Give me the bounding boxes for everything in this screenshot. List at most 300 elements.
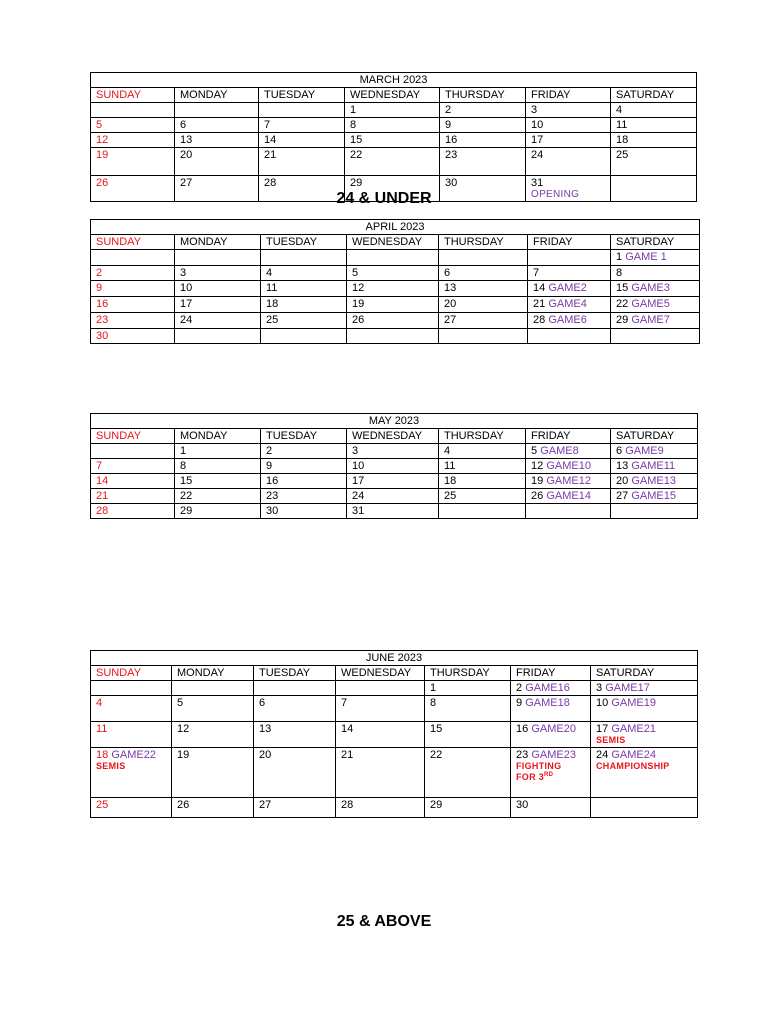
week-row [91, 696, 698, 722]
day-cell [254, 681, 336, 696]
day-cell [175, 281, 261, 297]
week-row [91, 474, 698, 489]
week-row [91, 681, 698, 696]
day-cell [347, 489, 439, 504]
day-number: 16 [516, 723, 529, 735]
day-cell [526, 133, 611, 148]
day-number: 20 [259, 749, 272, 761]
day-number: 2 [516, 682, 523, 694]
day-cell [175, 103, 259, 118]
weekday-monday: MONDAY [172, 666, 254, 681]
day-number: 9 [516, 697, 523, 709]
day-number: 18 [96, 749, 109, 761]
day-number: 19 [177, 749, 190, 761]
day-number: 12 [96, 134, 109, 146]
day-cell [175, 474, 261, 489]
weekday-wednesday: WEDNESDAY [347, 429, 439, 444]
day-number: 26 [177, 799, 190, 811]
day-number: 27 [180, 177, 193, 189]
weekday-friday: FRIDAY [511, 666, 591, 681]
day-number: 18 [266, 298, 279, 310]
day-number: 22 [180, 490, 193, 502]
month-title: APRIL 2023 [91, 220, 700, 235]
week-row [91, 444, 698, 459]
day-number: 9 [445, 119, 452, 131]
day-cell [91, 133, 175, 148]
game-label: GAME20 [531, 723, 576, 735]
day-cell [91, 281, 175, 297]
day-cell [440, 133, 526, 148]
week-row [91, 250, 700, 266]
calendar-june [90, 650, 698, 818]
day-number: 31 [531, 177, 544, 189]
game-label: GAME9 [625, 445, 664, 457]
day-cell [511, 681, 591, 696]
day-cell [261, 474, 347, 489]
day-number: 24 [180, 314, 193, 326]
day-cell [261, 313, 347, 329]
day-number: 23 [266, 490, 279, 502]
day-number: 29 [430, 799, 443, 811]
day-number: 28 [533, 314, 546, 326]
day-cell [175, 297, 261, 313]
day-number: 6 [444, 267, 451, 279]
weekday-monday: MONDAY [175, 235, 261, 250]
day-cell [172, 798, 254, 818]
game-label: GAME4 [548, 298, 587, 310]
day-cell [528, 329, 611, 344]
game-label: GAME18 [525, 697, 570, 709]
game-label: GAME3 [631, 282, 670, 294]
day-number: 1 [350, 104, 357, 116]
day-number: 16 [445, 134, 458, 146]
day-number: 25 [96, 799, 109, 811]
day-number: 29 [350, 177, 363, 189]
game-label: GAME16 [525, 682, 570, 694]
day-cell [91, 297, 175, 313]
day-cell [91, 103, 175, 118]
week-row [91, 504, 698, 519]
day-cell [261, 504, 347, 519]
day-cell [526, 148, 611, 176]
day-number: 13 [444, 282, 457, 294]
day-number: 25 [266, 314, 279, 326]
day-cell [591, 696, 698, 722]
day-number: 5 [531, 445, 538, 457]
day-cell [175, 118, 259, 133]
game-label: GAME 1 [625, 251, 667, 263]
day-number: 10 [596, 697, 609, 709]
day-cell [425, 748, 511, 798]
day-number: 29 [616, 314, 629, 326]
day-cell [528, 297, 611, 313]
day-number: 24 [596, 749, 609, 761]
day-number: 10 [352, 460, 365, 472]
day-number: 6 [259, 697, 266, 709]
day-number: 24 [352, 490, 365, 502]
weekday-wednesday: WEDNESDAY [336, 666, 425, 681]
day-cell [91, 176, 175, 202]
weekday-header-row [91, 429, 698, 444]
day-cell [91, 148, 175, 176]
day-number: 10 [531, 119, 544, 131]
day-cell [611, 103, 697, 118]
day-cell [347, 266, 439, 281]
weekday-friday: FRIDAY [526, 429, 611, 444]
weekday-saturday: SATURDAY [611, 429, 698, 444]
day-cell [261, 444, 347, 459]
day-number: 16 [266, 475, 279, 487]
day-cell [425, 722, 511, 748]
day-cell [91, 266, 175, 281]
weekday-thursday: THURSDAY [439, 235, 528, 250]
weekday-friday: FRIDAY [526, 88, 611, 103]
day-cell [172, 681, 254, 696]
day-number: 11 [266, 282, 278, 294]
day-number: 25 [444, 490, 457, 502]
day-number: 27 [259, 799, 272, 811]
week-row [91, 748, 698, 798]
day-cell [591, 681, 698, 696]
day-cell [611, 313, 700, 329]
week-row [91, 103, 697, 118]
day-cell [175, 133, 259, 148]
day-number: 12 [352, 282, 365, 294]
day-cell [611, 176, 697, 202]
day-number: 22 [616, 298, 629, 310]
day-number: 3 [180, 267, 187, 279]
game-label: GAME2 [548, 282, 587, 294]
day-number: 7 [341, 697, 348, 709]
calendar-march [90, 72, 697, 202]
day-number: 6 [616, 445, 623, 457]
game-label: GAME11 [631, 460, 676, 472]
weekday-thursday: THURSDAY [439, 429, 526, 444]
day-cell [175, 444, 261, 459]
day-number: 23 [445, 149, 458, 161]
ordinal-suffix: RD [544, 772, 554, 778]
game-label: GAME21 [611, 723, 656, 735]
day-number: 13 [616, 460, 629, 472]
day-number: 14 [341, 723, 354, 735]
day-cell [172, 696, 254, 722]
day-cell [91, 118, 175, 133]
week-row [91, 722, 698, 748]
day-cell [261, 459, 347, 474]
day-cell [345, 176, 440, 202]
day-cell [439, 313, 528, 329]
day-cell [91, 722, 172, 748]
weekday-saturday: SATURDAY [611, 88, 697, 103]
day-number: 19 [96, 149, 109, 161]
day-number: 28 [264, 177, 277, 189]
day-cell [611, 133, 697, 148]
day-number: 8 [350, 119, 357, 131]
weekday-thursday: THURSDAY [425, 666, 511, 681]
day-cell [611, 444, 698, 459]
calendar-april [90, 219, 700, 344]
day-cell [591, 722, 698, 748]
day-number: 13 [180, 134, 193, 146]
day-cell [347, 504, 439, 519]
month-title-row [91, 220, 700, 235]
day-number: 5 [352, 267, 359, 279]
day-cell [254, 798, 336, 818]
day-cell [439, 489, 526, 504]
game-label: GAME6 [548, 314, 587, 326]
day-cell [511, 722, 591, 748]
day-number: 21 [96, 490, 109, 502]
day-number: 4 [444, 445, 451, 457]
week-row [91, 118, 697, 133]
day-cell [259, 148, 345, 176]
day-cell [91, 444, 175, 459]
game-label: GAME19 [611, 697, 656, 709]
day-cell [347, 297, 439, 313]
day-cell [611, 489, 698, 504]
day-number: 12 [177, 723, 190, 735]
day-cell [261, 266, 347, 281]
day-cell [261, 489, 347, 504]
day-number: 2 [96, 267, 103, 279]
day-cell [439, 297, 528, 313]
day-cell [91, 798, 172, 818]
heading-24-and-under: 24 & UNDER [336, 190, 432, 207]
day-cell [261, 329, 347, 344]
day-cell [91, 329, 175, 344]
day-number: 19 [352, 298, 365, 310]
day-number: 30 [266, 505, 279, 517]
day-cell [528, 313, 611, 329]
day-cell [526, 459, 611, 474]
day-cell [336, 798, 425, 818]
day-number: 18 [616, 134, 629, 146]
day-number: 19 [531, 475, 544, 487]
weekday-saturday: SATURDAY [611, 235, 700, 250]
day-number: 14 [533, 282, 546, 294]
event-note [96, 761, 156, 772]
event-note [531, 189, 605, 200]
weekday-sunday: SUNDAY [91, 88, 175, 103]
day-cell [439, 504, 526, 519]
day-number: 25 [616, 149, 629, 161]
day-cell [259, 133, 345, 148]
day-number: 12 [531, 460, 544, 472]
day-cell [175, 176, 259, 202]
day-number: 18 [444, 475, 457, 487]
day-number: 8 [180, 460, 187, 472]
month-title: MAY 2023 [91, 414, 698, 429]
weekday-sunday: SUNDAY [91, 429, 175, 444]
day-cell [175, 329, 261, 344]
day-cell [175, 313, 261, 329]
week-row [91, 459, 698, 474]
game-label: GAME14 [546, 490, 591, 502]
day-number: 29 [180, 505, 193, 517]
day-cell [175, 504, 261, 519]
day-number: 26 [96, 177, 109, 189]
day-cell [336, 696, 425, 722]
day-cell [91, 250, 175, 266]
game-label: GAME10 [546, 460, 591, 472]
event-note [596, 761, 670, 772]
day-cell [611, 459, 698, 474]
day-number: 14 [264, 134, 277, 146]
day-number: 21 [341, 749, 354, 761]
week-row [91, 798, 698, 818]
month-title: MARCH 2023 [91, 73, 697, 88]
day-cell [347, 459, 439, 474]
weekday-tuesday: TUESDAY [261, 235, 347, 250]
day-number: 15 [430, 723, 443, 735]
day-number: 31 [352, 505, 365, 517]
day-number: 8 [430, 697, 437, 709]
event-note [516, 761, 576, 783]
day-cell [611, 148, 697, 176]
day-cell [526, 444, 611, 459]
calendar-may [90, 413, 698, 519]
day-number: 30 [96, 330, 109, 342]
day-cell [511, 798, 591, 818]
week-row [91, 266, 700, 281]
day-cell [425, 681, 511, 696]
weekday-wednesday: WEDNESDAY [345, 88, 440, 103]
game-label: GAME7 [631, 314, 670, 326]
day-cell [439, 329, 528, 344]
day-number: 4 [616, 104, 623, 116]
day-number: 17 [596, 723, 609, 735]
day-cell [91, 459, 175, 474]
day-cell [440, 148, 526, 176]
day-number: 9 [96, 282, 103, 294]
game-label: GAME24 [611, 749, 656, 761]
weekday-saturday: SATURDAY [591, 666, 698, 681]
game-label: GAME8 [540, 445, 579, 457]
day-number: 23 [516, 749, 529, 761]
day-number: 30 [516, 799, 529, 811]
day-cell [172, 748, 254, 798]
day-number: 1 [616, 251, 623, 263]
day-number: 9 [266, 460, 273, 472]
day-number: 28 [341, 799, 354, 811]
day-cell [526, 118, 611, 133]
month-title-row [91, 73, 697, 88]
day-number: 13 [259, 723, 272, 735]
day-number: 27 [444, 314, 457, 326]
day-number: 11 [616, 119, 628, 131]
day-number: 28 [96, 505, 109, 517]
day-number: 4 [96, 697, 103, 709]
day-cell [526, 474, 611, 489]
day-cell [254, 722, 336, 748]
week-row [91, 176, 697, 202]
day-cell [175, 148, 259, 176]
day-number: 1 [430, 682, 437, 694]
weekday-thursday: THURSDAY [440, 88, 526, 103]
day-cell [528, 266, 611, 281]
day-number: 21 [264, 149, 277, 161]
day-cell [526, 489, 611, 504]
day-number: 14 [96, 475, 109, 487]
week-row [91, 329, 700, 344]
day-cell [511, 748, 591, 798]
day-number: 15 [350, 134, 363, 146]
day-cell [611, 504, 698, 519]
day-number: 27 [616, 490, 629, 502]
day-cell [175, 489, 261, 504]
day-number: 24 [531, 149, 544, 161]
day-number: 11 [96, 723, 108, 735]
weekday-header-row [91, 666, 698, 681]
day-cell [336, 748, 425, 798]
day-number: 22 [430, 749, 443, 761]
day-number: 23 [96, 314, 109, 326]
day-number: 3 [596, 682, 603, 694]
day-number: 30 [445, 177, 458, 189]
day-cell [254, 748, 336, 798]
day-cell [511, 696, 591, 722]
day-cell [347, 250, 439, 266]
day-cell [611, 118, 697, 133]
game-label: GAME17 [605, 682, 650, 694]
day-cell [347, 474, 439, 489]
day-cell [347, 329, 439, 344]
heading-25-and-above: 25 & ABOVE [336, 913, 432, 930]
day-cell [259, 176, 345, 202]
day-cell [528, 250, 611, 266]
day-cell [175, 250, 261, 266]
day-cell [254, 696, 336, 722]
day-cell [345, 133, 440, 148]
day-number: 20 [180, 149, 193, 161]
weekday-monday: MONDAY [175, 429, 261, 444]
day-cell [336, 681, 425, 696]
day-cell [528, 281, 611, 297]
day-number: 6 [180, 119, 187, 131]
day-cell [425, 798, 511, 818]
day-cell [336, 722, 425, 748]
day-cell [261, 281, 347, 297]
weekday-tuesday: TUESDAY [259, 88, 345, 103]
day-number: 20 [616, 475, 629, 487]
day-number: 2 [266, 445, 273, 457]
game-label: GAME22 [111, 749, 156, 761]
month-title-row [91, 651, 698, 666]
day-number: 7 [533, 267, 540, 279]
day-cell [591, 798, 698, 818]
week-row [91, 489, 698, 504]
day-number: 3 [531, 104, 538, 116]
day-cell [259, 118, 345, 133]
day-cell [345, 103, 440, 118]
week-row [91, 133, 697, 148]
day-cell [91, 489, 175, 504]
day-number: 17 [352, 475, 365, 487]
day-cell [591, 748, 698, 798]
weekday-tuesday: TUESDAY [261, 429, 347, 444]
day-number: 26 [352, 314, 365, 326]
day-cell [172, 722, 254, 748]
game-label: GAME13 [631, 475, 676, 487]
week-row [91, 313, 700, 329]
day-cell [261, 250, 347, 266]
day-cell [611, 281, 700, 297]
day-cell [611, 329, 700, 344]
weekday-sunday: SUNDAY [91, 666, 172, 681]
weekday-header-row [91, 235, 700, 250]
day-number: 8 [616, 267, 623, 279]
day-number: 5 [177, 697, 184, 709]
